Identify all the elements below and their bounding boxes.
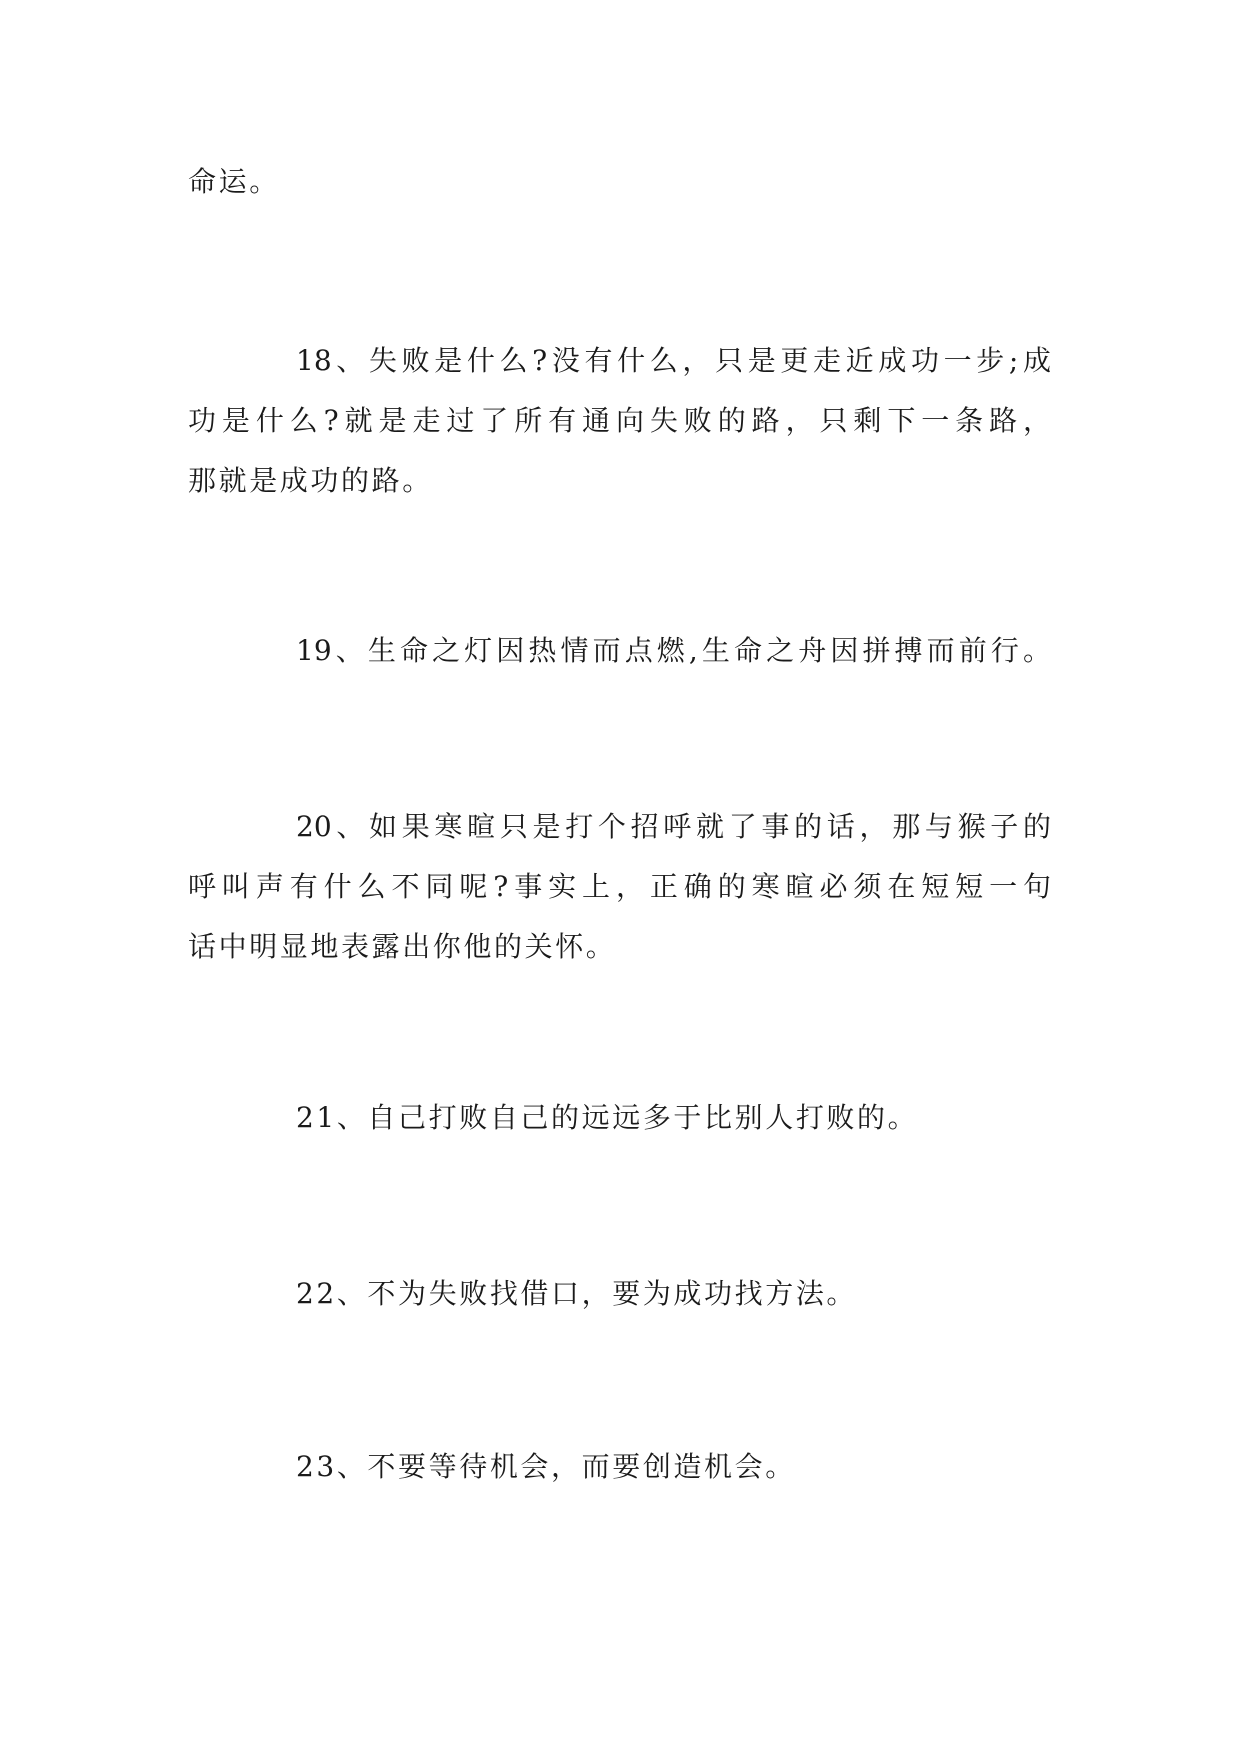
- paragraph-line: 19、生命之灯因热情而点燃,生命之舟因拼搏而前行。: [296, 634, 1051, 667]
- paragraph-19: [188, 621, 1051, 681]
- paragraph-line: 话中明显地表露出你他的关怀。: [188, 930, 617, 963]
- paragraph-line: 命运。: [188, 165, 280, 198]
- paragraph-line: 22、不为失败找借口，要为成功找方法。: [296, 1277, 858, 1310]
- paragraph-18: [188, 331, 1051, 511]
- paragraph-line: 23、不要等待机会，而要创造机会。: [296, 1450, 796, 1483]
- paragraph-21: [188, 1088, 1051, 1148]
- paragraph-23: [188, 1437, 1051, 1497]
- paragraph-line: 21、自己打败自己的远远多于比别人打败的。: [296, 1101, 919, 1134]
- paragraph-line: 18、失败是什么?没有什么，只是更走近成功一步;成: [296, 344, 1051, 377]
- paragraph-line: 功是什么?就是走过了所有通向失败的路，只剩下一条路，: [188, 404, 1051, 437]
- paragraph-line: 20、如果寒暄只是打个招呼就了事的话，那与猴子的: [296, 810, 1051, 843]
- paragraph-22: [188, 1264, 1051, 1324]
- paragraph-20: [188, 797, 1051, 977]
- paragraph-line: 那就是成功的路。: [188, 464, 433, 497]
- paragraph-continuation: [188, 152, 1051, 212]
- paragraph-line: 呼叫声有什么不同呢?事实上，正确的寒暄必须在短短一句: [188, 870, 1051, 903]
